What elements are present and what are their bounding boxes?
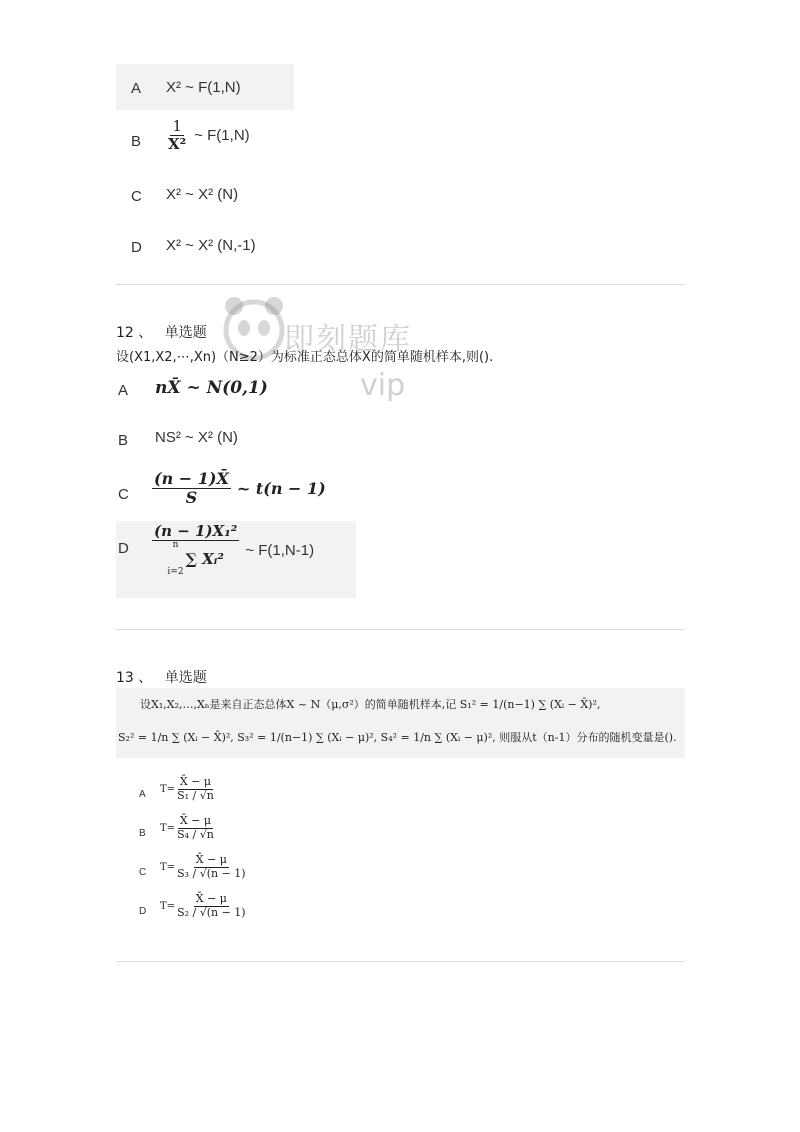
q13-a-prefix: T= — [160, 783, 176, 795]
q12-d-denominator: ∑ Xᵢ² — [185, 549, 224, 568]
q13-c-numerator: X̄ − μ — [195, 853, 227, 866]
q13-a-denominator: S₁ / √n — [177, 788, 214, 802]
q12-c-tail: ~ t(n − 1) — [236, 479, 326, 499]
q13-c-denominator: S₃ / √(n − 1) — [177, 866, 246, 880]
watermark-text: 即刻题库 — [284, 322, 412, 357]
q11-option-b-formula[interactable] — [166, 118, 250, 154]
q13-number: 13 、 — [116, 670, 153, 686]
q12-option-a-letter: A — [118, 382, 129, 399]
q13-a-numerator: X̄ − μ — [179, 775, 212, 788]
q13-b-prefix: T= — [160, 822, 176, 834]
q13-header — [116, 667, 207, 687]
q13-option-a-letter: A — [139, 789, 146, 800]
q13-option-c-letter: C — [139, 867, 147, 878]
q13-option-b-formula[interactable] — [160, 815, 216, 841]
q12-option-d-formula[interactable] — [152, 523, 314, 577]
divider-q11 — [116, 284, 685, 285]
q12-option-c-letter: C — [118, 486, 129, 503]
q13-d-numerator: X̄ − μ — [195, 892, 227, 905]
q13-option-a-formula[interactable] — [160, 776, 216, 802]
q12-option-b-text[interactable]: NS² ~ X² (N) — [155, 429, 238, 446]
q13-c-prefix: T= — [160, 861, 176, 873]
q11-option-b-letter: B — [131, 133, 142, 150]
q12-d-sum-top: n — [172, 540, 179, 551]
divider-q13 — [116, 961, 685, 962]
q12-option-b-letter: B — [118, 432, 129, 449]
q12-c-denominator: S — [185, 488, 198, 508]
q13-option-b-letter: B — [139, 828, 146, 839]
q11-option-c-letter: C — [131, 188, 142, 205]
q13-d-prefix: T= — [160, 900, 176, 912]
q13-stem-line1 — [140, 696, 600, 712]
q12-option-c-formula[interactable] — [152, 470, 326, 508]
q13-stem-prefix: 设X₁,X₂,…,Xₙ是来自正态总体X ~ N（μ,σ²）的简单随机样本,记 — [140, 698, 457, 711]
q12-type: 单选题 — [164, 325, 207, 341]
q11-option-d-text[interactable]: X² ~ X² (N,-1) — [166, 237, 256, 254]
q13-option-c-formula[interactable] — [160, 854, 248, 880]
q12-d-tail: ~ F(1,N-1) — [245, 541, 315, 559]
q11-option-c-text[interactable]: X² ~ X² (N) — [166, 186, 239, 203]
divider-q12 — [116, 629, 685, 630]
q11-b-denominator: X² — [168, 135, 187, 154]
q13-type: 单选题 — [164, 670, 207, 686]
q12-header — [116, 322, 207, 342]
q11-option-d-letter: D — [131, 239, 142, 256]
q13-option-d-letter: D — [139, 906, 147, 917]
q13-stem-formula2: S₂² = 1/n ∑ (Xᵢ − X̄)², S₃² = 1/(n−1) ∑ (Xᵢ − μ)², S₄² = 1/n ∑ (Xᵢ − μ)², — [118, 731, 496, 744]
q12-number: 12 、 — [116, 325, 153, 341]
watermark-sub: vip — [360, 368, 406, 403]
q12-c-numerator: (n − 1)X̄ — [154, 469, 229, 488]
q13-b-denominator: S₄ / √n — [177, 827, 214, 841]
q12-d-sum-bottom: i=2 — [167, 567, 184, 578]
q12-stem: 设(X1,X2,⋯,Xn)（N≥2）为标准正态总体X的简单随机样本,则(). — [116, 350, 494, 365]
q13-b-numerator: X̄ − μ — [179, 814, 212, 827]
q12-option-a-formula[interactable]: nX̄ ~ N(0,1) — [155, 378, 268, 398]
q13-stem-line2 — [118, 729, 677, 745]
q12-d-numerator: (n − 1)X₁² — [154, 522, 238, 540]
q13-stem-suffix: 则服从t（n-1）分布的随机变量是(). — [499, 731, 677, 744]
q13-option-d-formula[interactable] — [160, 893, 248, 919]
q12-option-d-letter: D — [118, 540, 129, 557]
q11-option-a-letter: A — [131, 80, 142, 97]
q11-b-numerator: 1 — [172, 117, 182, 135]
q13-stem-formula1: S₁² = 1/(n−1) ∑ (Xᵢ − X̄)², — [459, 698, 601, 711]
q11-option-a-text[interactable]: X² ~ F(1,N) — [166, 79, 241, 96]
q11-b-text: ~ F(1,N) — [194, 127, 250, 145]
q13-d-denominator: S₂ / √(n − 1) — [177, 905, 246, 919]
